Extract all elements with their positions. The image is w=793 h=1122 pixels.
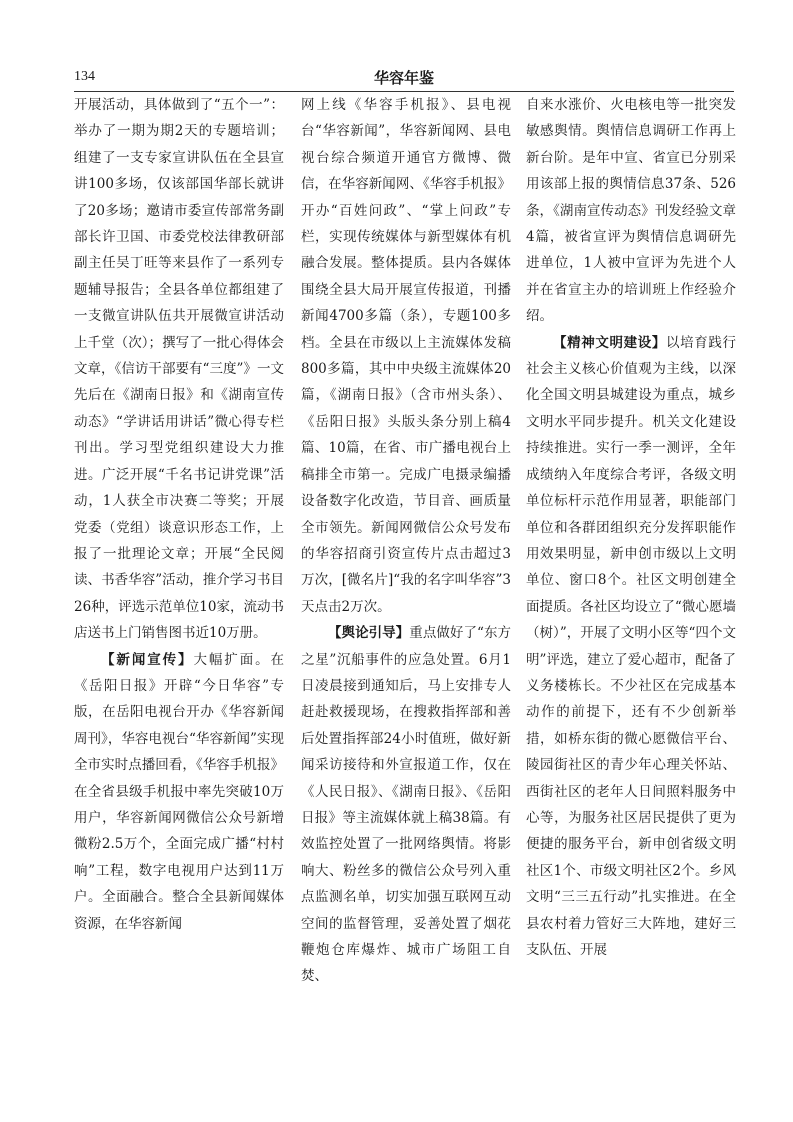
paragraph-opinion-research: 自来水涨价、火电核电等一批突发敏感舆情。舆情信息调研工作再上新台阶。是年中宣、省宣已分别采用该部上报的舆情信息37条、526条，《湖南宣传动态》刊发经验文章4篇，被省宣评为舆情信息调研先进单位，1人被中宣评为先进个人并在省宣主办的培训班上作经验介绍。 — [526, 97, 736, 325]
paragraph-opinion-guidance — [301, 620, 511, 990]
paragraph-news-publicity — [74, 647, 284, 937]
section-heading-civilization-building: 【精神文明建设】 — [553, 334, 666, 351]
paragraph-media-integration: 网上线《华容手机报》、县电视台“华容新闻”，华容新闻网、县电视台综合频道开通官方微博、微信，在华容新闻网、《华容手机报》开办“百姓问政”、“掌上问政”专栏，实现传统媒体与新型媒体有机融合发展。整体提质。县内各媒体围绕全县大局开展宣传报道，刊播新闻4700多篇（条），专题100多档。全县在市级以上主流媒体发稿800多篇，其中中央级主流媒体20篇，《湖南日报》（含市州头条）、《岳阳日报》头版头条分别上稿4篇、10篇，在省、市广播电视台上稿排全市第一。完成广电摄录编播设备数字化改造，节目音、画质量全市领先。新闻网微信公众号发布的华容招商引资宣传片点击超过3万次，[微名片]“我的名字叫华容”3天点击2万次。 — [301, 97, 511, 615]
text-column-2 — [301, 92, 511, 990]
text-column-1 — [74, 92, 284, 937]
paragraph-body: 以培育践行社会主义核心价值观为主线，以深化全国文明县城建设为重点，城乡文明水平同步提升。机关文化建设持续推进。实行一季一测评，全年成绩纳入年度综合考评，各级文明单位标杆示范作用显著，职能部门单位和各群团组织充分发挥职能作用效果明显，新申创市级以上文明单位、窗口8个。社区文明创建全面提质。各社区均设立了“微心愿墙（树）”，开展了文明小区等“四个文明”评选，建立了爱心超市，配备了义务楼栋长。不少社区在完成基本动作的前提下，还有不少创新举措，如桥东街的微心愿微信平台、陵园街社区的青少年心理关怀站、西街社区的老年人日间照料服务中心等，为服务社区居民提供了更为便捷的服务平台，新申创省级文明社区1个、市级文明社区2个。乡风文明“三三五行动”扎实推进。在全县农村着力管好三大阵地，建好三支队伍、开展 — [526, 334, 736, 958]
page-header — [74, 66, 734, 90]
section-heading-news-publicity: 【新闻宣传】 — [101, 651, 194, 668]
text-column-3 — [526, 92, 736, 963]
paragraph-body: 重点做好了“东方之星”沉船事件的应急处置。6月1日凌晨接到通知后，马上安排专人赶赴救援现场，在搜救指挥部和善后处置指挥部24小时值班，做好新闻采访接待和外宣报道工作，仅在《人民日报》、《湖南日报》、《岳阳日报》等主流媒体就上稿38篇。有效监控处置了一批网络舆情。将影响大、粉丝多的微信公众号列入重点监测名单，切实加强互联网互动空间的监督管理，妥善处置了烟花鞭炮仓库爆炸、城市广场阻工自焚、 — [301, 625, 512, 985]
page-number: 134 — [74, 69, 95, 84]
paragraph-body: 大幅扩面。在《岳阳日报》开辟“今日华容”专版，在岳阳电视台开办《华容新闻周刊》，华容电视台“华容新闻”实现全市实时点播回看，《华容手机报》在全省县级手机报中率先突破10万用户，华容新闻网微信公众号新增微粉2.5万个，全面完成广播“村村响”工程，数字电视用户达到11万户。全面融合。整合全县新闻媒体资源，在华容新闻 — [74, 651, 285, 932]
book-title: 华容年鉴 — [373, 69, 434, 87]
paragraph-civilization-building — [526, 330, 736, 964]
section-heading-opinion-guidance: 【舆论引导】 — [328, 625, 410, 642]
paragraph-theory-study: 开展活动，具体做到了“五个一”：举办了一期为期2天的专题培训；组建了一支专家宣讲队伍在全县宣讲100多场，仅该部国华部长就讲了20多场；邀请市委宣传部常务副部长许卫国、市委党校法律教研部副主任吴丁旺等来县作了一系列专题辅导报告；全县各单位都组建了一支微宣讲队伍共开展微宣讲活动上千堂（次）；撰写了一批心得体会文章，《信访干部要有“三度”》一文先后在《湖南日报》和《湖南宣传动态》“学讲话用讲话”微心得专栏刊出。学习型党组织建设大力推进。广泛开展“千名书记讲党课”活动，1人获全市决赛二等奖；开展党委（党组）谈意识形态工作，上报了一批理论文章；开展“全民阅读、书香华容”活动，推介学习书目26种，评选示范单位10家，流动书店送书上门销售图书近10万册。 — [74, 97, 284, 642]
